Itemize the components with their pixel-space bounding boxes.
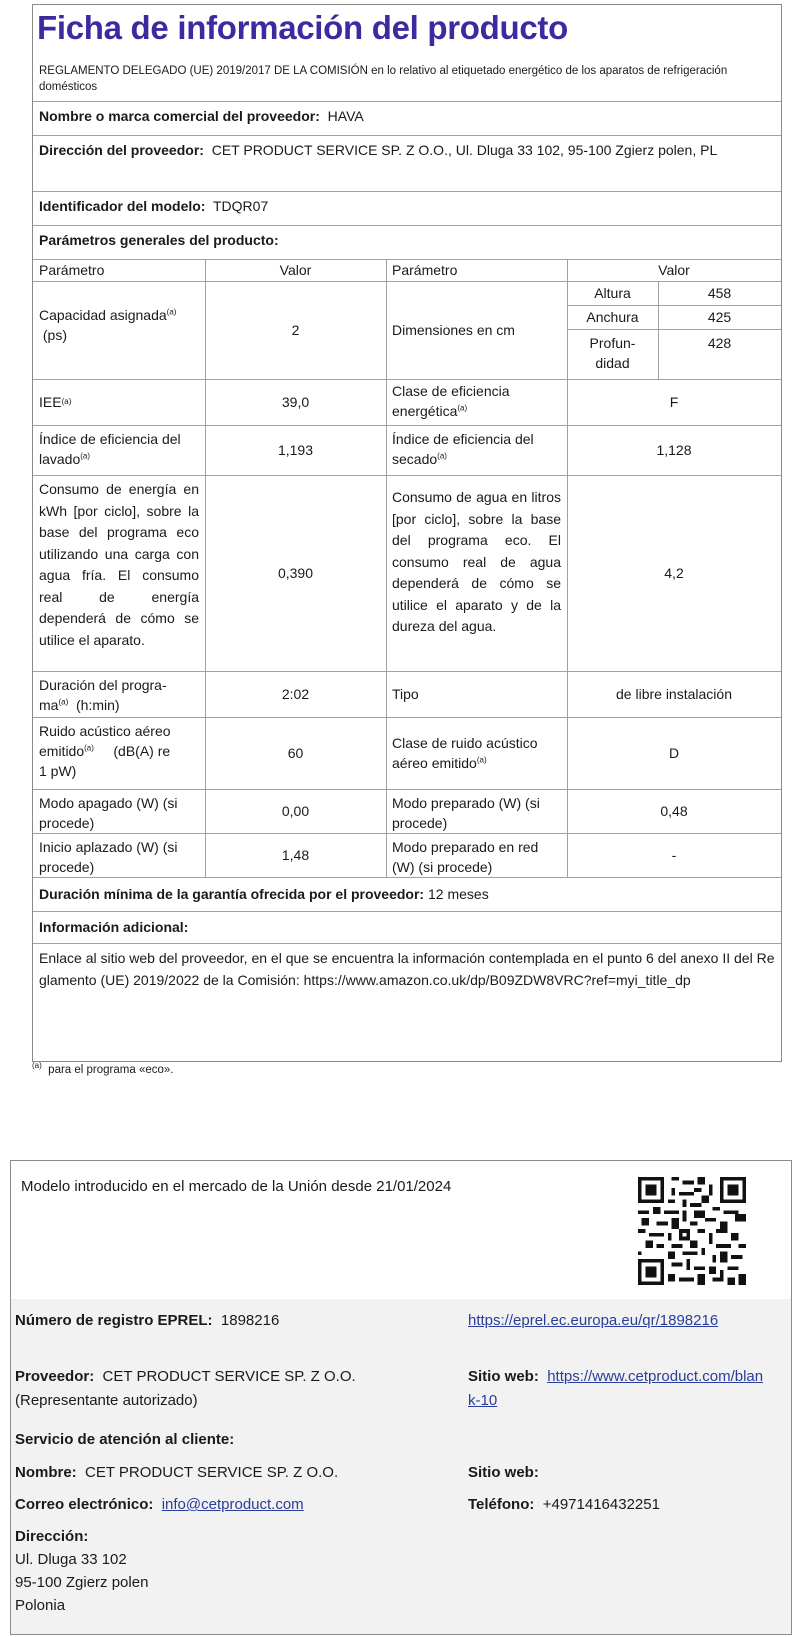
standby-label: Modo preparado (W) (si procede) — [392, 795, 540, 831]
market-date-text: Modelo introducido en el mercado de la Unión desde 21/01/2024 — [21, 1178, 452, 1195]
warranty-value: 12 meses — [428, 886, 489, 902]
dry-index-label: Índice de eficiencia del secado$^{(a)}$ — [392, 431, 534, 467]
energy-consumption-label: Consumo de energía en kWh [por ciclo], sobre la base del programa eco utilizando una carga con agua fría. El consumo real de energía dependerá de cómo se utilice el aparato. — [39, 481, 199, 648]
card-body — [11, 1299, 791, 1634]
col-header-param-2: Parámetro — [392, 262, 458, 278]
type-label: Tipo — [392, 686, 419, 702]
eprel-label: Número de registro EPREL: — [15, 1312, 213, 1329]
noise-value: 60 — [287, 745, 304, 761]
additional-info-row — [33, 911, 781, 943]
dimensions-label: Dimensiones en cm — [392, 322, 515, 338]
supplier-value: HAVA — [327, 108, 364, 124]
eprel-link[interactable]: https://eprel.ec.europa.eu/qr/1898216 — [468, 1312, 719, 1329]
service-name-row — [15, 1461, 338, 1485]
customer-service-label: Servicio de atención al cliente: — [15, 1431, 235, 1448]
service-name-value: CET PRODUCT SERVICE SP. Z O.O. — [85, 1464, 339, 1481]
footnote: $^{(a)}$ para el programa «eco». — [32, 1061, 174, 1076]
additional-info-text: Enlace al sitio web del proveedor, en el que se encuentra la información contemplada en el punto 6 del anexo II del Reglamento (UE) 2019/2022 de la Comisión: https://www.amazon.co.uk/dp/B09ZDW8VRC?ref=myi_title_dp — [39, 950, 775, 988]
delay-start-value: 1,48 — [281, 847, 310, 863]
rated-capacity-value: 2 — [291, 322, 300, 338]
off-mode-value: 0,00 — [281, 803, 310, 819]
model-value: TDQR07 — [213, 198, 269, 214]
address-line-2: 95-100 Zgierz polen — [15, 1574, 149, 1591]
website-row — [468, 1365, 768, 1413]
rated-capacity-label: Capacidad asignada$^{(a)}$ (ps) — [39, 307, 177, 343]
col-header-value-1: Valor — [279, 262, 312, 278]
email-label: Correo electrónico: — [15, 1496, 154, 1513]
network-standby-label: Modo preparado en red (W) (si procede) — [392, 839, 539, 875]
height-value: 458 — [707, 285, 732, 301]
supplier-row — [33, 101, 781, 135]
service-website-label: Sitio web: — [468, 1464, 539, 1481]
water-consumption-value: 4,2 — [664, 565, 684, 581]
eprel-info-card — [10, 1160, 792, 1635]
product-information-sheet — [32, 4, 782, 1062]
additional-info-label: Información adicional: — [39, 919, 189, 935]
address-row — [33, 135, 781, 191]
phone-row — [468, 1493, 660, 1517]
address-label: Dirección: — [15, 1528, 89, 1545]
program-duration-label: Duración del progra- $ma^{(a)}$ (h:min) — [39, 677, 167, 713]
model-row — [33, 191, 781, 225]
address-line-1: Ul. Dluga 33 102 — [15, 1551, 127, 1568]
eprel-value: 1898216 — [220, 1312, 280, 1329]
card-header — [11, 1161, 791, 1301]
col-header-value-2: Valor — [658, 262, 690, 278]
off-mode-label: Modo apagado (W) (si procede) — [39, 795, 178, 831]
wash-index-label: Índice de eficiencia del lavado$^{(a)}$ — [39, 431, 181, 467]
qr-code-icon[interactable] — [638, 1177, 746, 1285]
sheet-title: Ficha de información del producto — [37, 9, 568, 46]
wash-index-value: 1,193 — [277, 442, 314, 458]
address-label: Dirección del proveedor: — [39, 142, 204, 158]
regulation-text: REGLAMENTO DELEGADO (UE) 2019/2017 DE LA COMISIÓN en lo relativo al etiquetado energético de los aparatos de refrigeración domésticos — [39, 65, 728, 93]
network-standby-value: - — [671, 847, 677, 863]
program-duration-value: 2:02 — [281, 686, 310, 702]
phone-value: +4971416432251 — [542, 1496, 660, 1513]
water-consumption-label: Consumo de agua en litros [por ciclo], sobre la base del programa eco. El consumo real de agua dependerá de cómo se utilice el aparato y de la dureza del agua. — [392, 489, 561, 634]
supplier-row — [15, 1365, 445, 1413]
depth-value: 428 — [707, 335, 732, 351]
depth-label: Profun- didad — [589, 335, 636, 371]
model-label: Identificador del modelo: — [39, 198, 206, 214]
iee-label: IEE (a) — [39, 394, 72, 410]
delay-start-label: Inicio aplazado (W) (si procede) — [39, 839, 178, 875]
energy-consumption-value: 0,390 — [277, 565, 314, 581]
energy-class-label: Clase de eficiencia energética$^{(a)}$ — [392, 383, 510, 419]
noise-label: Ruido acústico aéreo emitido$^{(a)}$ (dB(A) re 1 pW) — [39, 723, 171, 779]
service-name-label: Nombre: — [15, 1464, 77, 1481]
eprel-row — [15, 1309, 279, 1333]
supplier-label: Nombre o marca comercial del proveedor: — [39, 108, 320, 124]
height-label: Altura — [594, 285, 631, 301]
standby-value: 0,48 — [660, 803, 688, 819]
supplier-value: CET PRODUCT SERVICE SP. Z O.O. (Representante autorizado) — [15, 1368, 356, 1409]
noise-class-value: D — [668, 745, 680, 761]
energy-class-value: F — [669, 394, 679, 410]
noise-class-label: Clase de ruido acústico aéreo emitido$^{(a)}$ — [392, 735, 538, 771]
address-line-3: Polonia — [15, 1597, 66, 1614]
width-value: 425 — [707, 309, 732, 325]
iee-value: 39,0 — [281, 394, 310, 410]
dry-index-value: 1,128 — [656, 442, 692, 458]
general-params-label: Parámetros generales del producto: — [39, 232, 279, 248]
general-params-row — [33, 225, 781, 259]
website-link[interactable]: https://www.cetproduct.com/blank-10 — [468, 1368, 764, 1409]
email-link[interactable]: info@cetproduct.com — [161, 1496, 304, 1513]
warranty-label: Duración mínima de la garantía ofrecida por el proveedor: — [39, 886, 425, 902]
supplier-label: Proveedor: — [15, 1368, 95, 1385]
col-header-param-1: Parámetro — [39, 262, 105, 278]
type-value: de libre instalación — [616, 686, 732, 702]
warranty-row — [33, 877, 781, 911]
phone-label: Teléfono: — [468, 1496, 535, 1513]
email-row — [15, 1493, 304, 1517]
address-value: CET PRODUCT SERVICE SP. Z O.O., Ul. Dluga 33 102, 95-100 Zgierz polen, PL — [211, 142, 718, 158]
width-label: Anchura — [586, 309, 639, 325]
address-block — [15, 1525, 148, 1617]
website-label: Sitio web: — [468, 1368, 539, 1385]
